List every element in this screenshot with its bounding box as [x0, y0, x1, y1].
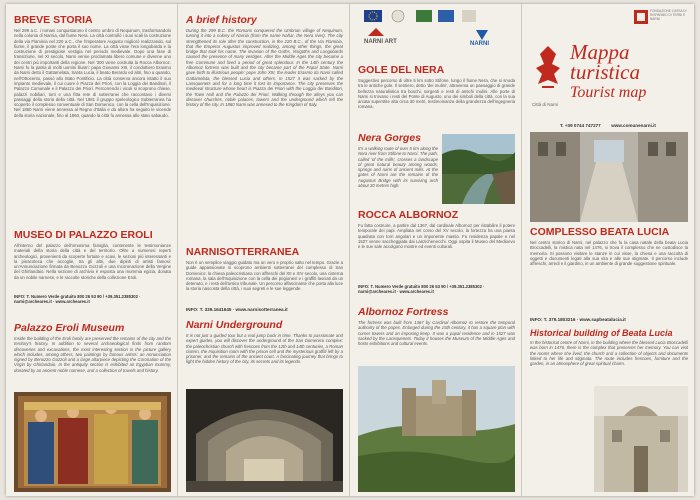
section-historical-cont [530, 384, 590, 488]
section-beata-lucia [530, 226, 688, 322]
section-gole [358, 64, 515, 126]
panel-history-it [14, 4, 171, 496]
heading: Historical building of Beata Lucia [530, 328, 673, 338]
contact-line [560, 114, 688, 132]
heading: Albornoz Fortress [358, 306, 449, 318]
logo-strip [358, 10, 515, 58]
panel-places [358, 4, 515, 496]
city-label: Città di Narni [532, 102, 559, 107]
panel-cover [530, 4, 688, 496]
paragraph: Non è un semplice viaggio guidato ma un vero e proprio salto nel tempo. Grazie a guide appassionate si scoprono ambienti sotterranei del complesso di San Domenico: la chiesa paleocristiana con affreschi del XII e XIV secolo, una cisterna romana, la sala dell'Inquisizione con la cella dei prigionieri e i graffiti lasciati da un detenuto, e i resti dell'antico tribunale. Un percorso affascinante che porta alla luce la storia nascosta della città, i suoi segreti e le sue leggende. [186, 260, 343, 292]
panel-history-en [186, 4, 343, 496]
section-museo [14, 229, 171, 304]
narniart-logo: NARNI ART [364, 39, 397, 45]
section-historical [530, 328, 688, 380]
photo-gorges [442, 134, 515, 204]
fold-line [177, 4, 178, 496]
photo-museum-painting [14, 392, 171, 492]
brochure-sheet [6, 4, 694, 496]
crest-icon [530, 44, 566, 90]
cover-title [570, 42, 688, 102]
foundation-logo [634, 10, 688, 42]
heading: NARNISOTTERRANEA [186, 246, 300, 258]
paragraph: All'interno del palazzo dell'omonima famiglia, contenente le testimonianze materiali della storia della città e del territorio. Oltre a numerosi reperti archeologici, provenienti da scoperte fortuite e scavi, le sezioni più interessanti e la pinacoteca che accoglie, tra gli altri, due dipinti di artisti famosi: un'Annunciazione firmata da Benozzo Gozzoli e una Incoronazione della Vergine del Ghirlandaio. Nella sezione di archivio è esposta una mummia egizia, donata da un nobile narnese, e le raccolte storiche della collezione Eroli. [14, 243, 171, 280]
section-breve-storia [14, 14, 171, 218]
paragraph: Nel centro storico di Narni, nel palazzo che fu la casa natale della beata Lucia Broccadelli, la mistica nata nel 1476, si trova il complesso che ne custodisce la memoria. Si possono visitare le stanze in cui visse, la chiesa e una raccolta di oggetti e documenti legati alla sua vita e alle sue stigmate. Il percorso include affreschi, arredi e il giardino, in un ambiente di grande suggestione spirituale. [530, 240, 688, 267]
paragraph: It is not just a guided tour but a real jump back in time. Thanks to passionate and expert guides, you will discover the underground of the San Domenico complex: the paleochristian church with frescoes from the 12th and 14th centuries, a Roman cistern, the Inquisition room with the prison cell and the mysterious graffiti left by a prisoner, and the remains of the ancient court. A fascinating journey that brings to light the hidden history of the city, its secrets and its legends. [186, 333, 343, 365]
website-link[interactable]: www.comunenarni.it [611, 123, 656, 128]
heading: Palazzo Eroli Museum [14, 322, 125, 334]
heading: BREVE STORIA [14, 14, 93, 26]
paragraph: The fortress was built from 1367 by Cardinal Albornoz to restore the temporal authority of the popes. Enlarged during the 15th century, it has a square plan with corner towers and an imposing keep. It was a papal residence and in 1527 was sacked by the Lansquenets. Today it houses the Museum of the Middle Ages and hosts exhibitions and cultural events. [358, 320, 515, 347]
section-museum-en [14, 322, 171, 378]
section-nera-gorges [358, 132, 438, 212]
painting-image [14, 392, 171, 492]
section-sotterranea [186, 246, 343, 312]
paragraph: In the historical centre of Narni, in the building where the blessed Lucia Broccadelli was born in 1476, there is the complex that preserves her memory. You can visit the rooms where she lived, the church and a collection of objects and documents linked to her life and stigmata. The route includes frescoes, furniture and the garden, in an atmosphere of great spiritual charm. [530, 340, 688, 367]
gorges-image [442, 134, 515, 204]
paragraph: Fu fatta costruire, a partire dal 1367, dal cardinale Albornoz per ristabilire il potere temporale dei papi. Ampliata nel corso del XV secolo, la fortezza ha una pianta quadrata con torri angolari e un imponente mastio. Fu residenza papale e nel 1527 venne saccheggiata dai Lanzichenecchi. Oggi ospita il Museo del Medioevo e le sue sale accolgono mostre ed eventi culturali. [358, 223, 515, 250]
photo-fortress [358, 366, 515, 492]
fold-line [521, 4, 522, 496]
fortress-image [358, 366, 515, 492]
paragraph: During the 299 B.C. the Romans conquered the Umbrian village of Nequinum, turning it into a colony of Narnia (from the name Nahar, the Nera river). The city strengthened its role after the construction, in the 220 B.C., of the Via Flaminia, that the Emperor Augustus improved realizing, among other things, the great bridge that took his name. The invasion of the Goths, Visigoths and Longobards caused the presence of many vestiges. After the Middle Ages the city became a free Commune and lived a period of great splendour. In the 14th century the Albornoz fortress was built and the city became part of the Papal State. Narni gave birth to illustrious people: pope John XIII, the leader Erasmo da Narni called Gattamelata, the blessed Lucia and others. In 1527 it was sacked by the Lansquenets and for a long time it lost its importance. The city preserves the medieval structure whose heart is Piazza dei Priori with the Loggia dei Banditori, the Town Hall and the Palazzo dei Priori. Walking through the alleys you can discover churches, noble palaces, towers and the underground which tell the history of the city. In 1860 Narni was annexed to the Kingdom of Italy. [186, 28, 343, 108]
beata-lucia-image [594, 386, 688, 492]
section-fortress [358, 306, 515, 360]
paragraph: Suggestivo percorso di oltre 5 km sotto Stifone, lungo il fiume Nera, che si snoda tra le antiche gole. Il sentiero, detto 'dei mulini', attraversa un paesaggio di grande bellezza naturalistica tra boschi, sorgenti e resti di antichi mulini. Alle porte di Narni si trovano i resti del Ponte di Augusto, uno dei simboli della città, con la sua arcata superstite alta circa 30 metri, testimonianza della grandezza dell'ingegneria romana. [358, 78, 515, 110]
heading: ROCCA ALBORNOZ [358, 209, 459, 221]
logos-image [358, 10, 515, 58]
paragraph-filler [530, 384, 590, 488]
foundation-icon [634, 10, 648, 24]
map-subtitle: Tourist map [570, 84, 647, 101]
section-rocca [358, 209, 515, 294]
paragraph: It's a walking route of over 5 km along the Nera river from Stifone to Narni. The path, called 'of the mills', crosses a landscape of great natural beauty among woods, springs and ruins of ancient mills. At the gates of Narni are the remains of the Augustus Bridge with its surviving arch about 30 metres high. [358, 146, 438, 189]
fold-line [349, 4, 350, 496]
heading: COMPLESSO BEATA LUCIA [530, 226, 670, 238]
heading: Narni Underground [186, 319, 283, 331]
section-underground [186, 319, 343, 375]
narni-logo: NARNI [470, 41, 489, 47]
paragraph: Nel 299 a.C. i romani conquistarono il centro umbro di Nequinum, trasformandolo nella colonia di Narnia, dal fiume Nera. La città controllò i suoi scali la costruzione della via Flaminia nel 220 a.C., che l'imperatore Augusto migliorò realizzando, sul fiume, il grande ponte che porta il suo nome. La città visse l'era longobarda e la costruzione di prestigiose vestigia nel periodo medievale. Dopo una fase di transizione, nel XI secolo, Narni venne proclamata libero comune e divenne uno dei centri più importanti della regione. Nel '300 viene costruita la Rocca Albornoz. Narni fu la patria di molti uomini illustri: papa Giovanni XIII, il condottiero Erasmo da Narni detto il Gattamelata, Santa Lucia, il beato Berardo ed altri, fino a quando, nell'Ottocento, passò allo Stato Pontificio. La città conserva ancora intatto il suo impianto medievale, il cui cuore è Piazza dei Priori, con la Loggia dei Banditori, il Palazzo Comunale e il Palazzo dei Priori. Percorrendo i vicoli si scoprono chiese, palazzi nobiliari, torri e una fitta rete di sotterranei che raccontano i diversi passaggi della storia della città. Nel 1981 il gruppo speleologico Subterranea ha scoperto il complesso conventuale di San Domenico, con la cella dell'Inquisizione. Nel 1860 Narni viene annessa al Regno d'Italia e da allora ha seguito le vicende della storia nazionale, fino al 1860, quando la città fu annessa allo stato sabaudo. [14, 28, 171, 118]
photo-underground [186, 389, 343, 492]
phone[interactable]: T. +39 0744 747277 [560, 123, 601, 128]
info-line[interactable]: INFO: T. Numero Verde gratuito 800 26 53 90 / +39.351.2385302 · narni@archeares.it · www.archeares.it [14, 294, 141, 304]
underground-image [186, 389, 343, 492]
photo-street [530, 132, 688, 222]
narni-crest [530, 44, 570, 100]
photo-beata-lucia [594, 386, 688, 492]
map-title: Mappa turistica [570, 40, 641, 84]
info-line[interactable]: INFO: T. Numero Verde gratuito 800 26 53 90 / +39.351.2385302 · narni@archeares.it · www.archeares.it [358, 284, 485, 294]
info-line[interactable]: INFO: T. 339.1641645 · www.narnisotterranea.it [186, 307, 288, 312]
foundation-text: FONDAZIONE CASSA DI RISPARMIO DI TERNI E NARNI [650, 9, 687, 21]
heading: A brief history [186, 14, 257, 26]
info-line[interactable]: INFO: T. 379.1803216 · www.sapbeatalucia.it [530, 317, 626, 322]
paragraph: Inside the building of the Eroli family are preserved the remains of the city and the territory's history. In addition to several archaeological finds from random discoveries and excavations, the most interesting section is the picture gallery which includes, among others, two paintings by famous artists: an Annunciation signed by Benozzo Gozzoli and a large altarpiece depicting the Coronation of the Virgin by Ghirlandaio. In the antiquity section is exhibited an Egyptian mummy, donated by an ancient noble narnese, and a collection of travels and history. [14, 336, 171, 373]
heading: Nera Gorges [358, 132, 422, 144]
heading: GOLE DEL NERA [358, 64, 445, 76]
section-brief-history [186, 14, 343, 228]
heading: MUSEO DI PALAZZO EROLI [14, 229, 153, 241]
street-image [530, 132, 688, 222]
